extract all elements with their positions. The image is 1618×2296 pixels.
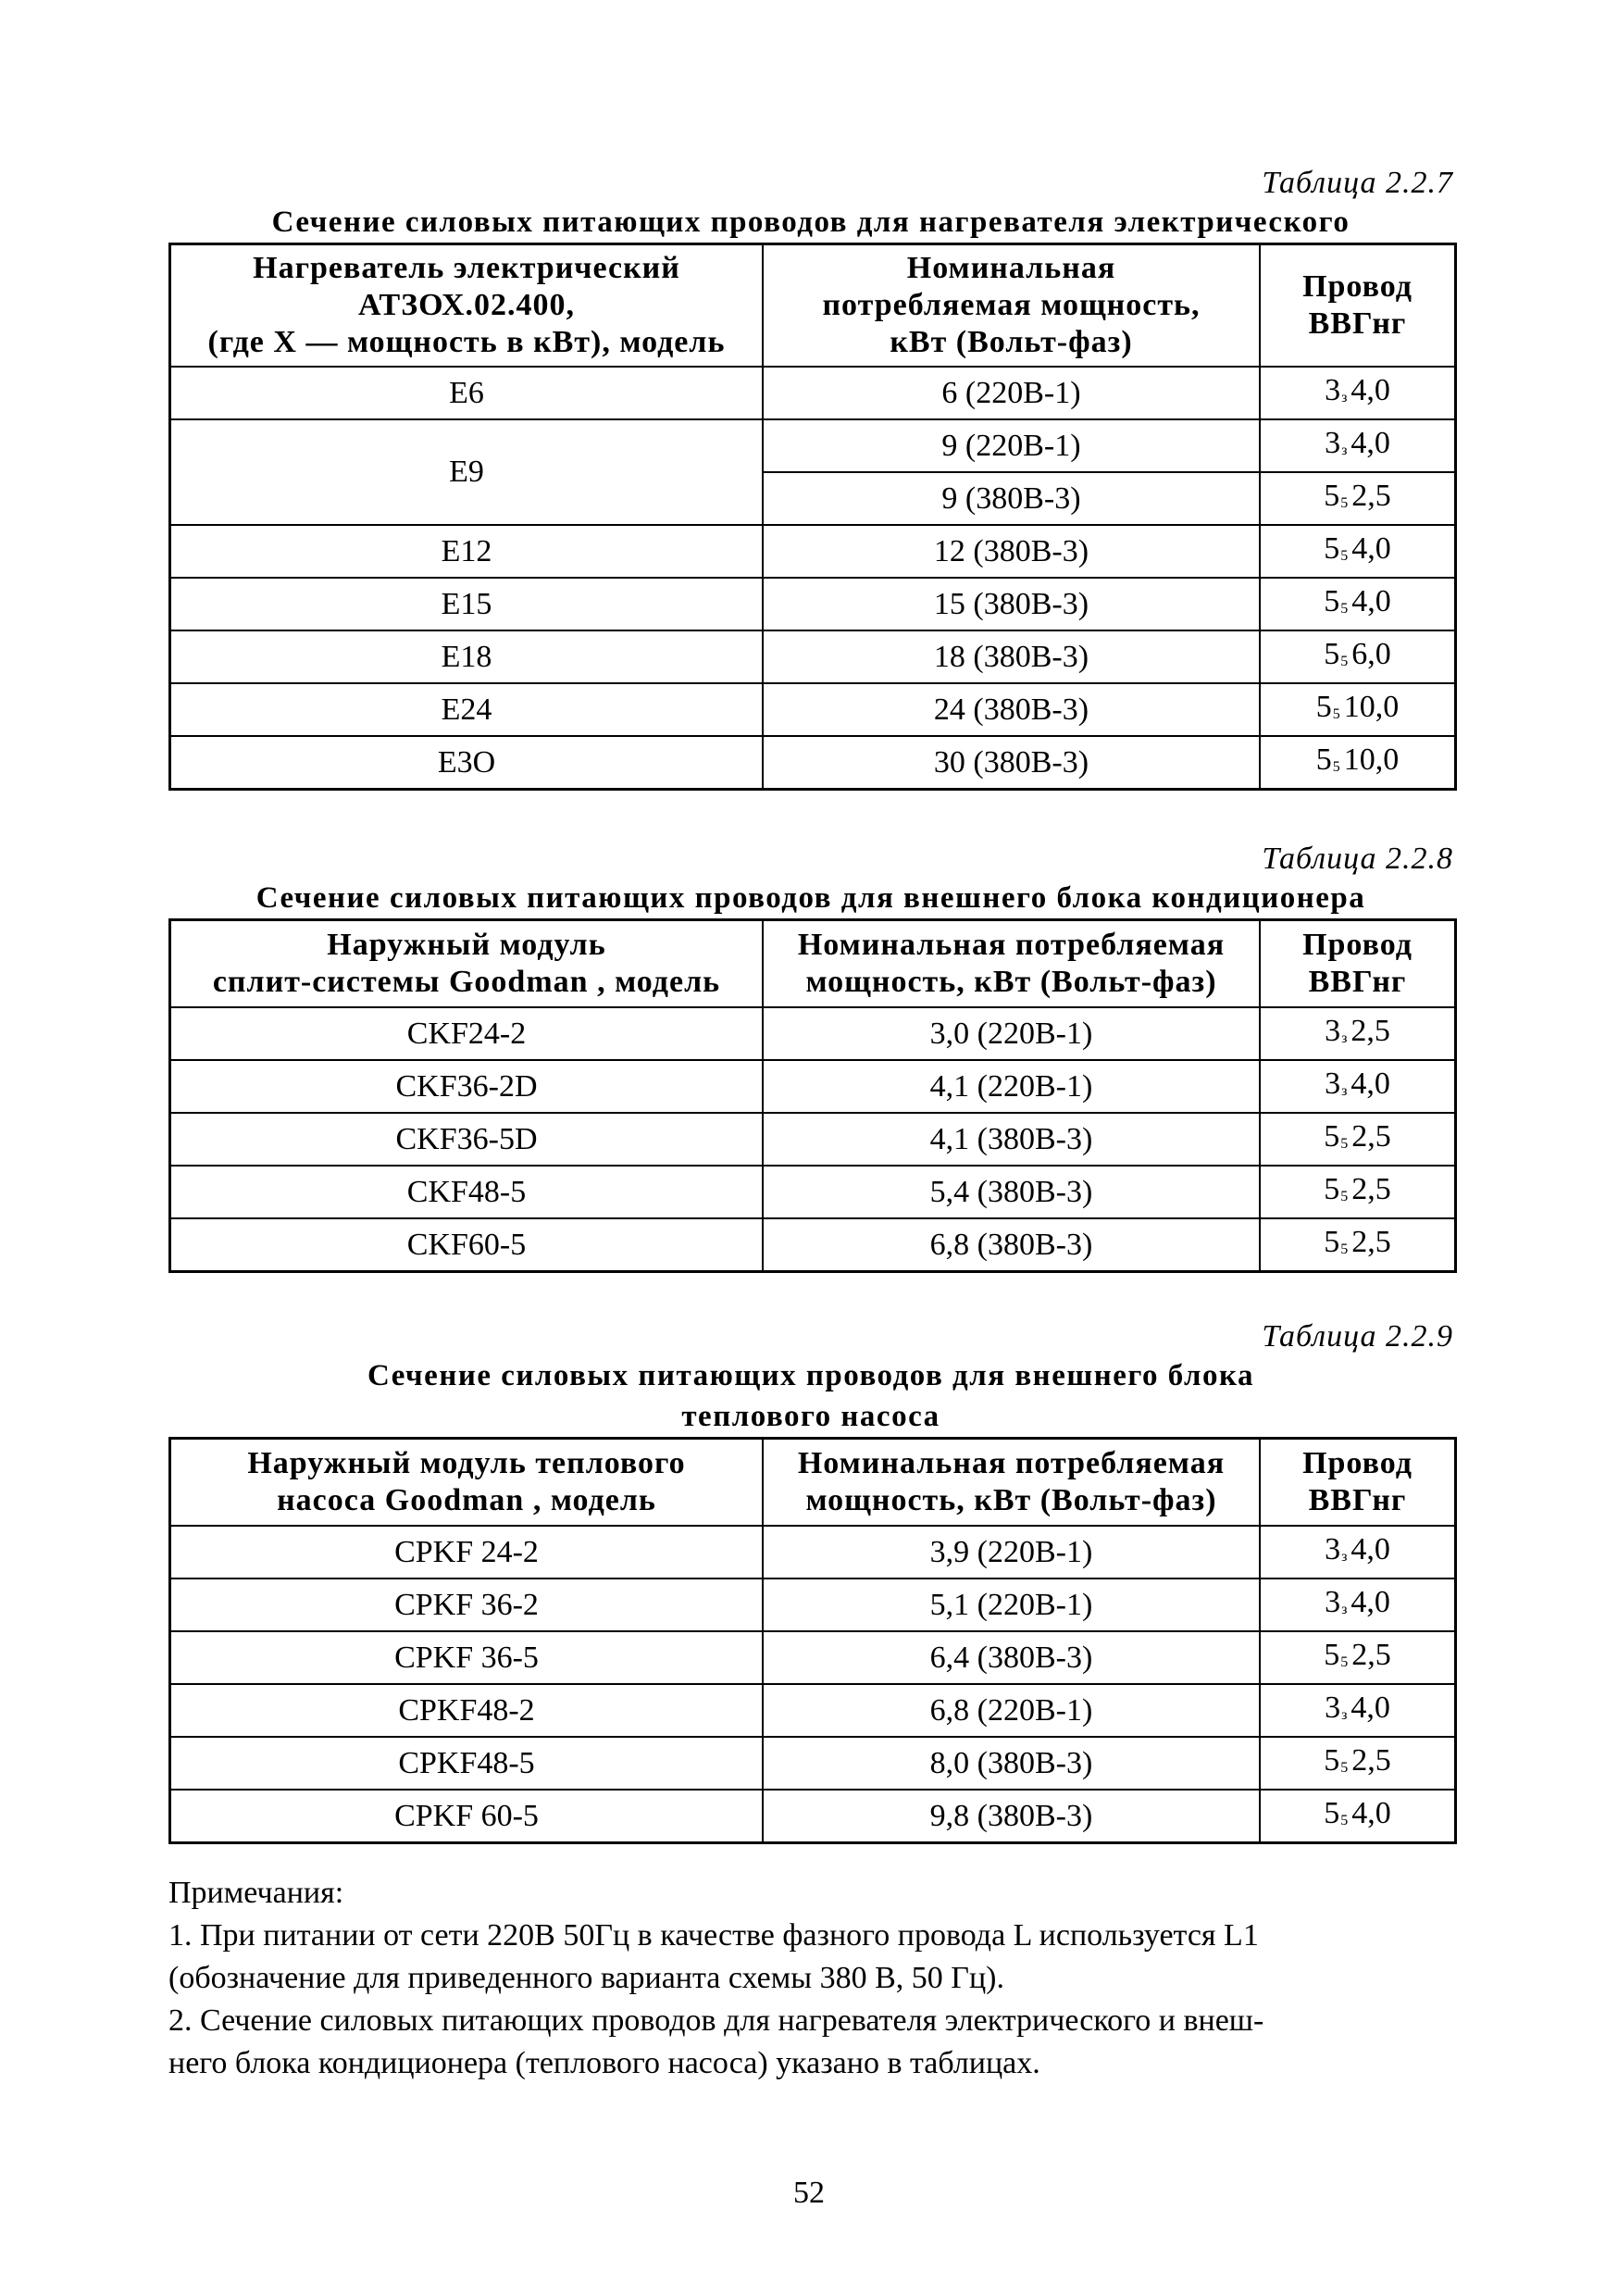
power-cell: 4,1 (220В-1) — [763, 1060, 1260, 1113]
table-row — [170, 1526, 1455, 1578]
notes-heading: Примечания: — [168, 1876, 344, 1910]
power-cell: 5,1 (220В-1) — [763, 1578, 1260, 1631]
table-row — [170, 1007, 1455, 1060]
power-cell: 8,0 (380В-3) — [763, 1737, 1260, 1790]
note-2-line-2: него блока кондиционера (теплового насоса) указано в таблицах. — [168, 2046, 1040, 2080]
model-cell: Е6 — [170, 367, 763, 419]
table-row — [170, 1060, 1455, 1113]
power-cell: 4,1 (380В-3) — [763, 1113, 1260, 1166]
header-power: Номинальная потребляемая мощность, кВт (Вольт-фаз) — [763, 920, 1260, 1007]
note-1-line-1: 1. При питании от сети 220В 50Гц в качестве фазного провода L используется L1 — [168, 1918, 1259, 1953]
table-row — [170, 1578, 1455, 1631]
table-row — [170, 1218, 1455, 1271]
power-cell: 6,8 (220В-1) — [763, 1684, 1260, 1737]
model-cell: Е9 — [170, 419, 763, 525]
model-cell: CKF36-5D — [170, 1113, 763, 1166]
power-cell: 6 (220В-1) — [763, 367, 1260, 419]
wire-cell: $3_з$ 4,0 — [1260, 419, 1455, 472]
wire-cell: $5_5$ 2,5 — [1260, 1166, 1455, 1218]
header-power: Номинальная потребляемая мощность, кВт (Вольт-фаз) — [763, 244, 1260, 367]
heater-wire-table — [168, 243, 1457, 791]
power-cell: 6,8 (380В-3) — [763, 1218, 1260, 1271]
wire-cell: $5_5$ 6,0 — [1260, 630, 1455, 683]
wire-cell: $3_з$ 4,0 — [1260, 367, 1455, 419]
power-cell: 3,0 (220В-1) — [763, 1007, 1260, 1060]
model-cell: CPKF48-5 — [170, 1737, 763, 1790]
note-1-line-2: (обозначение для приведенного варианта схемы 380 В, 50 Гц). — [168, 1961, 1004, 1995]
model-cell: CKF60-5 — [170, 1218, 763, 1271]
model-cell: CKF36-2D — [170, 1060, 763, 1113]
table-row — [170, 1166, 1455, 1218]
wire-cell: $5_5$ 4,0 — [1260, 578, 1455, 630]
model-cell: CKF24-2 — [170, 1007, 763, 1060]
table-row — [170, 683, 1455, 736]
wire-cell: $5_5$ 2,5 — [1260, 1631, 1455, 1684]
header-wire: Провод ВВГнг — [1260, 244, 1455, 367]
header-model: Наружный модуль теплового насоса Goodman , модель — [170, 1439, 763, 1526]
power-cell: 9 (220В-1) — [763, 419, 1260, 472]
table-title-line-1: Сечение силовых питающих проводов для внешнего блока — [367, 1359, 1254, 1392]
model-cell: Е24 — [170, 683, 763, 736]
table-header-row — [170, 920, 1455, 1007]
wire-cell: $3_з$ 4,0 — [1260, 1578, 1455, 1631]
model-cell: Е3О — [170, 736, 763, 789]
wire-cell: $3_з$ 4,0 — [1260, 1060, 1455, 1113]
table-title: Сечение силовых питающих проводов для нагревателя электрического — [271, 206, 1350, 239]
model-cell: Е15 — [170, 578, 763, 630]
table-row — [170, 578, 1455, 630]
power-cell: 9 (380В-3) — [763, 472, 1260, 525]
power-cell: 18 (380В-3) — [763, 630, 1260, 683]
power-cell: 12 (380В-3) — [763, 525, 1260, 578]
table-row — [170, 419, 1455, 472]
table-caption: Таблица 2.2.9 — [1262, 1319, 1453, 1354]
power-cell: 9,8 (380В-3) — [763, 1790, 1260, 1842]
table-2-2-7-block — [168, 165, 1453, 791]
model-cell: CPKF 60-5 — [170, 1790, 763, 1842]
page-number: 52 — [793, 2176, 825, 2210]
table-row — [170, 1790, 1455, 1842]
table-header-row — [170, 1439, 1455, 1526]
wire-cell: $5_5$ 10,0 — [1260, 683, 1455, 736]
model-cell: CKF48-5 — [170, 1166, 763, 1218]
power-cell: 6,4 (380В-3) — [763, 1631, 1260, 1684]
table-row — [170, 1631, 1455, 1684]
power-cell: 3,9 (220В-1) — [763, 1526, 1260, 1578]
wire-cell: $5_5$ 2,5 — [1260, 472, 1455, 525]
model-cell: CPKF 36-5 — [170, 1631, 763, 1684]
wire-cell: $5_5$ 2,5 — [1260, 1737, 1455, 1790]
wire-cell: $3_з$ 4,0 — [1260, 1684, 1455, 1737]
table-2-2-8-block — [168, 841, 1453, 1273]
table-row — [170, 1113, 1455, 1166]
wire-cell: $5_5$ 10,0 — [1260, 736, 1455, 789]
model-cell: Е18 — [170, 630, 763, 683]
table-row — [170, 736, 1455, 789]
model-cell: CPKF48-2 — [170, 1684, 763, 1737]
header-wire: Провод ВВГнг — [1260, 1439, 1455, 1526]
table-row — [170, 525, 1455, 578]
table-row — [170, 367, 1455, 419]
model-cell: Е12 — [170, 525, 763, 578]
wire-cell: $5_5$ 4,0 — [1260, 1790, 1455, 1842]
notes-section — [168, 1872, 1464, 2085]
power-cell: 5,4 (380В-3) — [763, 1166, 1260, 1218]
header-model: Нагреватель электрический АТЗОХ.02.400, (где Х — мощность в кВт), модель — [170, 244, 763, 367]
heatpump-wire-table — [168, 1437, 1457, 1844]
table-caption: Таблица 2.2.8 — [1262, 842, 1453, 876]
header-wire: Провод ВВГнг — [1260, 920, 1455, 1007]
wire-cell: $5_5$ 4,0 — [1260, 525, 1455, 578]
header-power: Номинальная потребляемая мощность, кВт (Вольт-фаз) — [763, 1439, 1260, 1526]
table-header-row — [170, 244, 1455, 367]
conditioner-wire-table — [168, 918, 1457, 1273]
table-row — [170, 1684, 1455, 1737]
model-cell: CPKF 24-2 — [170, 1526, 763, 1578]
power-cell: 15 (380В-3) — [763, 578, 1260, 630]
table-caption: Таблица 2.2.7 — [1262, 166, 1453, 200]
header-model: Наружный модуль сплит-системы Goodman , модель — [170, 920, 763, 1007]
table-row — [170, 630, 1455, 683]
power-cell: 30 (380В-3) — [763, 736, 1260, 789]
table-2-2-9-block — [168, 1318, 1453, 1844]
wire-cell: $3_з$ 2,5 — [1260, 1007, 1455, 1060]
wire-cell: $5_5$ 2,5 — [1260, 1113, 1455, 1166]
table-row — [170, 1737, 1455, 1790]
table-title: Сечение силовых питающих проводов для внешнего блока кондиционера — [255, 881, 1366, 915]
wire-cell: $5_5$ 2,5 — [1260, 1218, 1455, 1271]
table-title-line-2: теплового насоса — [681, 1400, 940, 1433]
power-cell: 24 (380В-3) — [763, 683, 1260, 736]
wire-cell: $3_з$ 4,0 — [1260, 1526, 1455, 1578]
note-2-line-1: 2. Сечение силовых питающих проводов для нагревателя электрического и внеш- — [168, 2003, 1264, 2038]
model-cell: CPKF 36-2 — [170, 1578, 763, 1631]
